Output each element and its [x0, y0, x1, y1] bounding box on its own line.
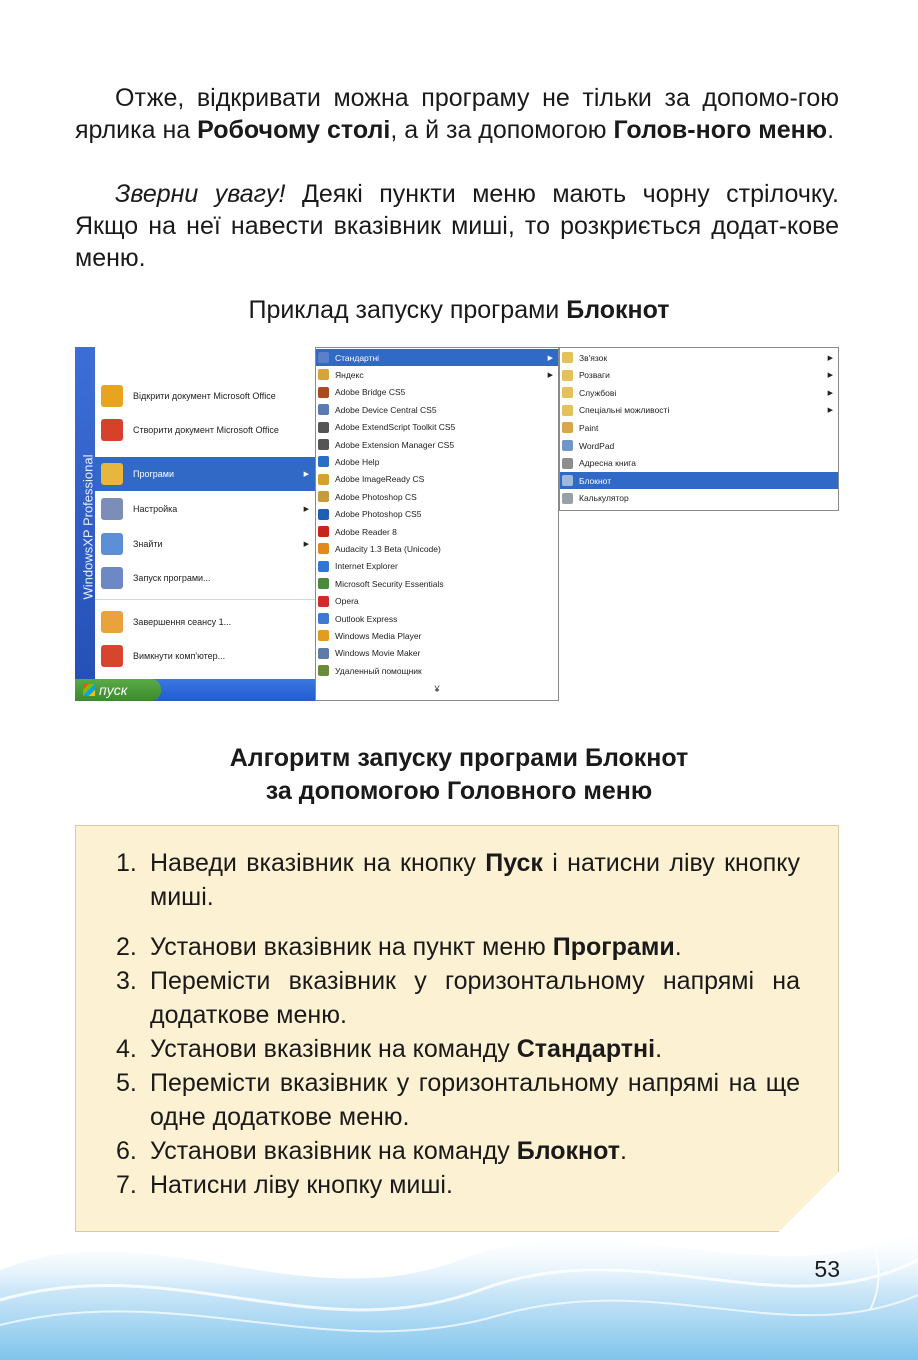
step-number: 3.	[116, 967, 137, 995]
step-text-bold: Стандартні	[516, 1035, 656, 1063]
submenu-arrow-icon: ▶	[827, 372, 833, 380]
program-icon	[318, 613, 329, 624]
programs-menu-item-label: Microsoft Security Essentials	[335, 578, 444, 589]
accessories-menu-item[interactable]	[560, 472, 838, 489]
accessory-icon	[562, 475, 573, 486]
program-icon	[318, 491, 329, 502]
accessories-menu-item-label: Блокнот	[579, 475, 612, 486]
office-new-icon	[101, 419, 123, 441]
program-icon	[318, 509, 329, 520]
programs-menu	[315, 347, 559, 701]
algorithm-step	[116, 930, 800, 964]
algorithm-step	[116, 1066, 800, 1134]
step-text	[150, 964, 800, 1032]
submenu-arrow-icon: ▶	[303, 471, 309, 478]
search-icon	[101, 533, 123, 555]
decorative-wave	[0, 1150, 918, 1360]
intro-bold-main-menu: Голов-ного меню	[613, 116, 828, 144]
programs-menu-item[interactable]	[316, 349, 558, 366]
programs-menu-item-label: Adobe Photoshop CS5	[335, 509, 422, 520]
accessories-menu-item[interactable]	[560, 402, 838, 419]
program-icon	[318, 439, 329, 450]
intro-text: Отже, відкривати можна програму не тільки за допомо-гою ярлика на	[75, 84, 839, 144]
accessories-menu-item-label: Розваги	[579, 370, 610, 381]
program-icon	[318, 630, 329, 641]
accessories-menu-item[interactable]	[560, 367, 838, 384]
program-icon	[318, 665, 329, 676]
step-text	[150, 930, 800, 964]
start-menu-item[interactable]	[95, 379, 315, 413]
programs-menu-item[interactable]	[316, 645, 558, 662]
office-open-icon	[101, 385, 123, 407]
accessories-menu-item-label: Службові	[579, 387, 617, 398]
step-text-part: Установи вказівник на команду	[150, 1137, 517, 1165]
start-menu-item-label: Вимкнути комп'ютер...	[133, 651, 226, 661]
start-menu-item-label: Запуск програми...	[133, 573, 211, 583]
intro-paragraph-2	[75, 178, 839, 274]
programs-menu-item[interactable]	[316, 575, 558, 592]
shutdown-icon	[101, 645, 123, 667]
start-menu-item[interactable]	[95, 413, 315, 447]
programs-menu-item-label: Яндекс	[335, 369, 364, 380]
step-text-part: .	[674, 933, 682, 961]
submenu-arrow-icon: ▶	[547, 354, 553, 362]
start-menu-item[interactable]	[95, 605, 315, 639]
step-number: 7.	[116, 1171, 137, 1199]
algorithm-title	[0, 742, 918, 808]
accessory-icon	[562, 458, 573, 469]
accessories-menu-item-label: WordPad	[579, 440, 615, 451]
accessory-icon	[562, 422, 573, 433]
program-icon	[318, 578, 329, 589]
attention-note: Зверни увагу!	[115, 180, 286, 208]
more-items-chevron-icon[interactable]: ¥	[434, 684, 440, 694]
program-icon	[318, 352, 329, 363]
start-menu-screenshot	[75, 347, 839, 701]
start-menu-separator	[95, 599, 315, 600]
accessories-menu-item-label: Адресна книга	[579, 458, 636, 469]
step-text-part: Перемісти вказівник у горизонтальному напрямі на додаткове меню.	[150, 967, 800, 1029]
caption-bold: Блокнот	[566, 296, 670, 324]
start-menu	[75, 347, 315, 701]
programs-menu-item[interactable]	[316, 488, 558, 505]
start-menu-sidebar	[75, 347, 95, 679]
step-text	[150, 1032, 800, 1066]
accessory-icon	[562, 352, 573, 363]
programs-menu-item-label: Adobe Help	[335, 456, 380, 467]
programs-menu-item[interactable]	[316, 401, 558, 418]
start-menu-item-label: Відкрити документ Microsoft Office	[133, 391, 276, 401]
start-button-label: пуск	[99, 682, 128, 698]
start-menu-item[interactable]	[95, 492, 315, 526]
step-text	[150, 1066, 800, 1134]
programs-menu-item-label: Стандартні	[335, 352, 380, 363]
program-icon	[318, 526, 329, 537]
accessories-menu-item-label: Калькулятор	[579, 493, 629, 504]
programs-menu-item-label: Outlook Express	[335, 613, 398, 624]
programs-menu-item-label: Audacity 1.3 Beta (Unicode)	[335, 543, 441, 554]
intro-text: Деякі пункти меню мають чорну стрілочку. Якщо на неї навести вказівник миші, то розкриється додат-кове меню.	[75, 180, 840, 272]
programs-menu-item[interactable]	[316, 419, 558, 436]
step-text	[150, 846, 800, 914]
step-text-part: Установи вказівник на пункт меню	[150, 933, 553, 961]
programs-menu-item-label: Adobe ImageReady CS	[335, 474, 425, 485]
algorithm-step	[116, 964, 800, 1032]
logoff-icon	[101, 611, 123, 633]
programs-menu-item[interactable]	[316, 506, 558, 523]
accessories-menu-item[interactable]	[560, 349, 838, 366]
step-text-part: .	[620, 1137, 627, 1165]
programs-menu-item[interactable]	[316, 593, 558, 610]
programs-menu-item[interactable]	[316, 558, 558, 575]
step-number: 2.	[116, 933, 137, 961]
step-number: 6.	[116, 1137, 137, 1165]
algorithm-step	[116, 1032, 800, 1066]
start-button[interactable]	[75, 679, 161, 701]
accessories-menu-item[interactable]	[560, 455, 838, 472]
programs-menu-item[interactable]	[316, 366, 558, 383]
programs-menu-item[interactable]	[316, 627, 558, 644]
accessory-icon	[562, 405, 573, 416]
algorithm-title-line-2: за допомогою Головного меню	[265, 777, 653, 805]
submenu-arrow-icon: ▶	[303, 541, 309, 548]
accessories-menu-item[interactable]	[560, 419, 838, 436]
step-number: 5.	[116, 1069, 137, 1097]
program-icon	[318, 474, 329, 485]
start-menu-item-label: Настройка	[133, 504, 178, 514]
accessory-icon	[562, 387, 573, 398]
programs-folder-icon	[101, 463, 123, 485]
program-icon	[318, 543, 329, 554]
programs-menu-item-label: Adobe Photoshop CS	[335, 491, 417, 502]
algorithm-title-line-1: Алгоритм запуску програми Блокнот	[229, 744, 689, 772]
step-text-bold: Програми	[552, 933, 675, 961]
programs-menu-item[interactable]	[316, 436, 558, 453]
accessories-menu	[559, 347, 839, 511]
start-menu-item[interactable]	[95, 527, 315, 561]
intro-text: .	[827, 116, 835, 144]
start-menu-item[interactable]	[95, 639, 315, 673]
intro-paragraph-1	[75, 82, 839, 146]
accessory-icon	[562, 493, 573, 504]
programs-menu-item-label: Windows Movie Maker	[335, 648, 421, 659]
submenu-arrow-icon: ▶	[303, 506, 309, 513]
step-text-part: .	[655, 1035, 663, 1063]
start-menu-item[interactable]	[95, 561, 315, 595]
run-icon	[101, 567, 123, 589]
program-icon	[318, 387, 329, 398]
accessories-menu-item-label: Спеціальні можливості	[579, 405, 670, 416]
programs-menu-item-label: Удаленный помощник	[335, 665, 422, 676]
sidebar-text: WindowsXP Professional	[80, 454, 96, 600]
program-icon	[318, 369, 329, 380]
page-number: 53	[814, 1256, 840, 1282]
step-text-part: Натисни ліву кнопку миші.	[150, 1171, 453, 1199]
step-text-bold: Пуск	[485, 849, 543, 877]
submenu-arrow-icon: ▶	[827, 407, 833, 415]
accessories-menu-item[interactable]	[560, 384, 838, 401]
programs-menu-item[interactable]	[316, 662, 558, 679]
start-menu-item-label: Завершення сеансу 1...	[133, 617, 232, 627]
programs-menu-item[interactable]	[316, 453, 558, 470]
settings-icon	[101, 498, 123, 520]
program-icon	[318, 561, 329, 572]
programs-menu-item-label: Windows Media Player	[335, 630, 422, 641]
program-icon	[318, 596, 329, 607]
accessories-menu-item[interactable]	[560, 490, 838, 507]
start-menu-item-label: Програми	[133, 469, 174, 479]
program-icon	[318, 456, 329, 467]
program-icon	[318, 404, 329, 415]
start-menu-item-label: Створити документ Microsoft Office	[133, 425, 279, 435]
accessories-menu-item-label: Paint	[579, 422, 599, 433]
programs-menu-item-label: Adobe Device Central CS5	[335, 404, 437, 415]
step-text-part: Наведи вказівник на кнопку	[150, 849, 486, 877]
programs-menu-item-label: Adobe Extension Manager CS5	[335, 439, 455, 450]
programs-menu-item-label: Adobe ExtendScript Toolkit CS5	[335, 422, 456, 433]
windows-flag-icon	[83, 684, 95, 696]
caption-text: Приклад запуску програми	[248, 296, 567, 324]
algorithm-step	[116, 846, 800, 914]
program-icon	[318, 422, 329, 433]
step-number: 1.	[116, 849, 137, 877]
programs-menu-item-label: Adobe Reader 8	[335, 526, 397, 537]
submenu-arrow-icon: ▶	[547, 371, 553, 379]
figure-caption	[0, 294, 918, 326]
step-text-part: і натисни ліву кнопку миші.	[150, 849, 800, 911]
programs-menu-item[interactable]	[316, 610, 558, 627]
programs-menu-item-label: Opera	[335, 596, 359, 607]
accessories-menu-item[interactable]	[560, 437, 838, 454]
programs-menu-item[interactable]	[316, 471, 558, 488]
intro-bold-desktop: Робочому столі	[197, 116, 391, 144]
submenu-arrow-icon: ▶	[827, 389, 833, 397]
submenu-arrow-icon: ▶	[827, 354, 833, 362]
programs-menu-item[interactable]	[316, 540, 558, 557]
accessories-menu-item-label: Зв'язок	[579, 352, 608, 363]
start-menu-item[interactable]	[95, 457, 315, 491]
programs-menu-item-label: Internet Explorer	[335, 561, 398, 572]
start-menu-item-label: Знайти	[133, 539, 163, 549]
step-text-part: Перемісти вказівник у горизонтальному напрямі на ще одне додаткове меню.	[150, 1069, 800, 1131]
programs-menu-item-label: Adobe Bridge CS5	[335, 387, 406, 398]
step-text-bold: Блокнот	[516, 1137, 621, 1165]
accessory-icon	[562, 370, 573, 381]
programs-menu-item[interactable]	[316, 523, 558, 540]
step-number: 4.	[116, 1035, 137, 1063]
program-icon	[318, 648, 329, 659]
programs-menu-item[interactable]	[316, 384, 558, 401]
intro-text: , а й за допомогою	[390, 116, 614, 144]
step-text-part: Установи вказівник на команду	[150, 1035, 517, 1063]
accessory-icon	[562, 440, 573, 451]
